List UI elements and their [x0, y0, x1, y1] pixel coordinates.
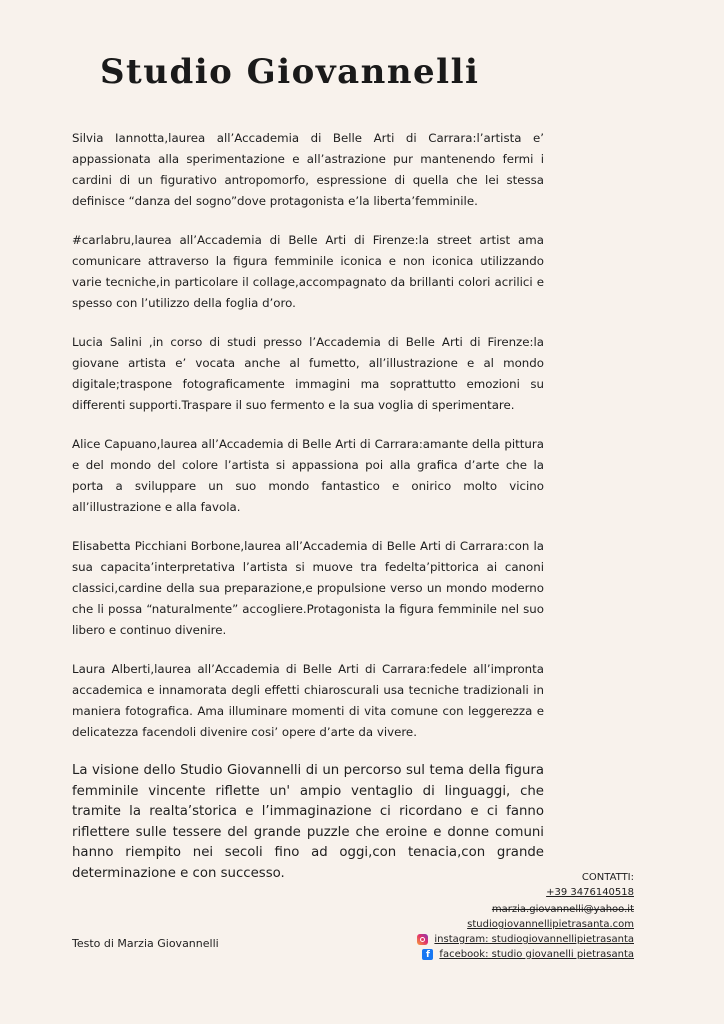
email-link[interactable]: marzia.giovannelli@yahoo.it: [491, 904, 634, 915]
instagram-icon: [417, 934, 428, 945]
facebook-link[interactable]: facebook: studio giovanelli pietrasanta: [439, 949, 634, 960]
closing-paragraph: La visione dello Studio Giovannelli di un percorso sul tema della figura femminile vincente riflette un' ampio ventaglio di linguaggi, che tramite la realta’storica e l’immaginazione ci ricordano e ci fanno riflettere sulle tessere del grande puzzle che eroine e donne comuni hanno riempito nei secoli fino ad oggi,con tenacia,con grande determinazione e con successo.: [72, 763, 544, 881]
artist-paragraph: Silvia Iannotta,laurea all’Accademia di Belle Arti di Carrara:l’artista e’ appassionata alla sperimentazione e all’astrazione pur mantenendo fermi i cardini di un figurativo antropomorfo, espressione di quella che lei stessa definisce “danza del sogno”dove protagonista e’la liberta’femminile.: [72, 131, 544, 208]
instagram-link[interactable]: instagram: studiogiovannellipietrasanta: [434, 934, 634, 945]
main-text: [72, 128, 544, 884]
website-link[interactable]: studiogiovannellipietrasanta.com: [467, 919, 634, 930]
artist-paragraph: #carlabru,laurea all’Accademia di Belle Arti di Firenze:la street artist ama comunicare attraverso la figura femminile iconica e non iconica utilizzando varie tecniche,in particolare il collage,accompagnato da brillanti colori acrilici e spesso con l’utilizzo della foglia d’oro.: [72, 233, 544, 310]
contacts-label: CONTATTI:: [581, 872, 634, 883]
author-credit: Testo di Marzia Giovannelli: [72, 937, 219, 950]
artist-paragraph: Elisabetta Picchiani Borbone,laurea all’Accademia di Belle Arti di Carrara:con la sua capacita’interpretativa l’artista si muove tra fedelta’pittorica ai canoni classici,cardine della sua preparazione,e propulsione verso un mondo moderno che li possa “naturalmente” accogliere.Protagonista la figura femminile nel suo libero e continuo divenire.: [72, 539, 544, 637]
artist-paragraph: Alice Capuano,laurea all’Accademia di Belle Arti di Carrara:amante della pittura e del mondo del colore l’artista si appassiona poi alla grafica d’arte che la porta a sviluppare un suo mondo fantastico e onirico molto vicino all’illustrazione e alla favola.: [72, 437, 544, 514]
phone-link[interactable]: +39 3476140518: [546, 887, 634, 898]
artist-paragraph: Lucia Salini ,in corso di studi presso l’Accademia di Belle Arti di Firenze:la giovane artista e’ vocata anche al fumetto, all’illustrazione e al mondo digitale;traspone fotograficamente immagini ma soprattutto emozioni su differenti supporti.Traspare il suo fermento e la sua voglia di sperimentare.: [72, 335, 544, 412]
facebook-icon: f: [422, 949, 433, 960]
studio-logo: Studio Giovannelli: [100, 52, 480, 92]
artist-paragraph: Laura Alberti,laurea all’Accademia di Belle Arti di Carrara:fedele all’impronta accademica e innamorata degli effetti chiaroscurali usa tecniche tradizionali in maniera fotografica. Ama illuminare momenti di vita comune con leggerezza e delicatezza facendoli divenire cosi’ opere d’arte da vivere.: [72, 662, 544, 739]
contacts-block: [417, 870, 634, 962]
